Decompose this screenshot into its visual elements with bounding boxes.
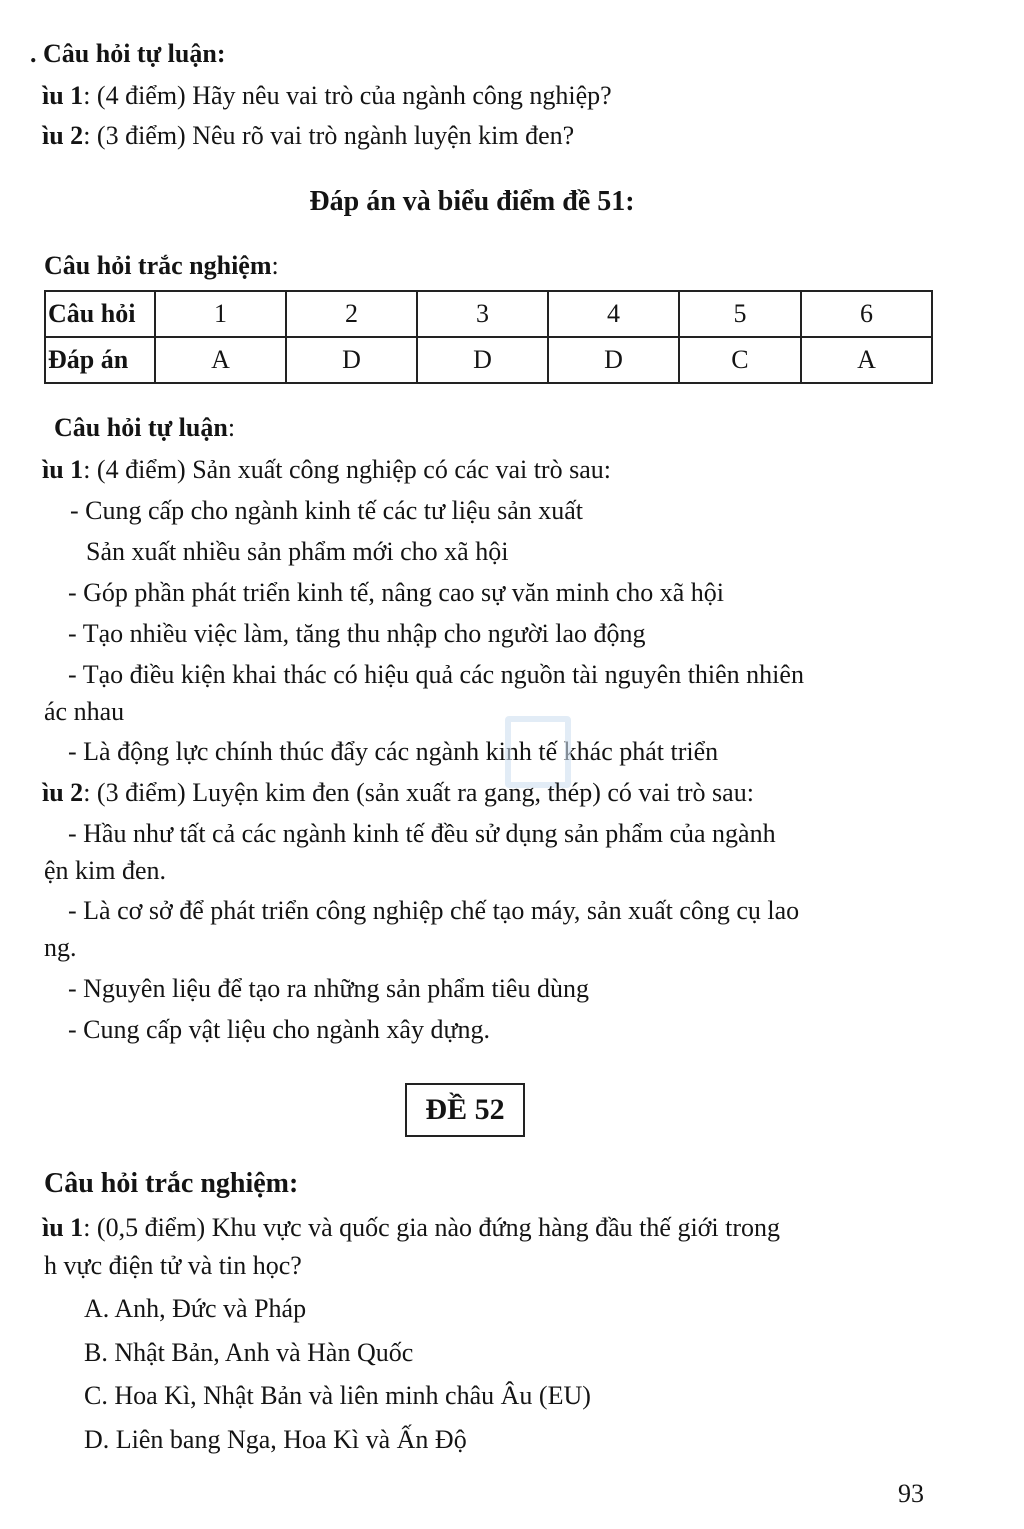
section-heading-essay: . Câu hỏi tự luận: <box>30 39 226 68</box>
table-cell-question: 5 <box>679 291 801 337</box>
mcq-heading-text: Câu hỏi trắc nghiệm <box>44 251 272 280</box>
answer-2-item-cont: ện kim đen. <box>44 856 167 885</box>
mcq-heading <box>44 250 279 282</box>
mcq-heading-colon: : <box>271 251 279 280</box>
row-label-question: Câu hỏi <box>45 291 155 337</box>
answer-1-item: Sản xuất nhiều sản phẩm mới cho xã hội <box>86 537 509 566</box>
exam-52-question-1-prefix: ìu 1 <box>42 1213 84 1242</box>
answer-2 <box>42 777 754 809</box>
essay-heading <box>54 412 235 444</box>
answer-table <box>44 290 933 384</box>
table-cell-answer: C <box>679 337 801 383</box>
answer-2-prefix: ìu 2 <box>42 778 84 807</box>
question-2-text: : (3 điểm) Nêu rõ vai trò ngành luyện kim đen? <box>83 121 575 150</box>
question-2-prefix: ìu 2 <box>42 121 84 150</box>
question-1 <box>42 80 612 112</box>
table-cell-answer: D <box>417 337 548 383</box>
table-cell-question: 1 <box>155 291 286 337</box>
answer-1-prefix: ìu 1 <box>42 455 84 484</box>
table-cell-question: 4 <box>548 291 679 337</box>
answer-2-item: - Là cơ sở để phát triển công nghiệp chế tạo máy, sản xuất công cụ lao <box>68 896 800 925</box>
answer-1-item: - Là động lực chính thúc đẩy các ngành kinh tế khác phát triển <box>68 737 719 766</box>
page-number: 93 <box>898 1479 924 1508</box>
exam-52-question-1 <box>42 1212 780 1244</box>
answer-1-item: - Tạo điều kiện khai thác có hiệu quả các nguồn tài nguyên thiên nhiên <box>68 660 804 689</box>
table-cell-answer: D <box>548 337 679 383</box>
answer-title: Đáp án và biểu điểm đề 51: <box>309 186 635 217</box>
row-label-answer: Đáp án <box>45 337 155 383</box>
answer-2-item: - Nguyên liệu để tạo ra những sản phẩm tiêu dùng <box>68 974 589 1003</box>
answer-1-item-cont: ác nhau <box>44 697 125 726</box>
answer-1-text: : (4 điểm) Sản xuất công nghiệp có các vai trò sau: <box>83 455 611 484</box>
question-2 <box>42 120 574 152</box>
table-cell-answer: A <box>155 337 286 383</box>
table-cell-answer: A <box>801 337 932 383</box>
exam-52-question-1-text: : (0,5 điểm) Khu vực và quốc gia nào đứng hàng đầu thế giới trong <box>83 1213 781 1242</box>
answer-1-item: - Tạo nhiều việc làm, tăng thu nhập cho người lao động <box>68 619 646 648</box>
exam-52-box-title: ĐỀ 52 <box>405 1083 525 1137</box>
exam-52-question-1-cont: h vực điện tử và tin học? <box>44 1251 302 1280</box>
exam-52-mcq-heading: Câu hỏi trắc nghiệm: <box>44 1168 299 1199</box>
table-cell-question: 6 <box>801 291 932 337</box>
answer-2-item: - Cung cấp vật liệu cho ngành xây dựng. <box>68 1015 491 1044</box>
option-a: A. Anh, Đức và Pháp <box>84 1294 307 1323</box>
answer-2-item-cont: ng. <box>44 933 77 962</box>
table-cell-answer: D <box>286 337 417 383</box>
answer-1-item: - Góp phần phát triển kinh tế, nâng cao sự văn minh cho xã hội <box>68 578 724 607</box>
table-row <box>45 291 932 337</box>
essay-heading-colon: : <box>227 413 236 442</box>
option-c: C. Hoa Kì, Nhật Bản và liên minh châu Âu (EU) <box>84 1381 591 1410</box>
question-1-prefix: ìu 1 <box>42 81 84 110</box>
table-row <box>45 337 932 383</box>
question-1-text: : (4 điểm) Hãy nêu vai trò của ngành công nghiệp? <box>83 81 612 110</box>
table-cell-question: 3 <box>417 291 548 337</box>
option-b: B. Nhật Bản, Anh và Hàn Quốc <box>84 1338 414 1367</box>
answer-2-text: : (3 điểm) Luyện kim đen (sản xuất ra gang, thép) có vai trò sau: <box>83 778 754 807</box>
answer-1 <box>42 454 611 486</box>
essay-heading-text: Câu hỏi tự luận <box>54 413 228 442</box>
table-cell-question: 2 <box>286 291 417 337</box>
option-d: D. Liên bang Nga, Hoa Kì và Ấn Độ <box>84 1425 467 1454</box>
answer-2-item: - Hầu như tất cả các ngành kinh tế đều sử dụng sản phẩm của ngành <box>68 819 776 848</box>
answer-1-item: - Cung cấp cho ngành kinh tế các tư liệu sản xuất <box>70 496 583 525</box>
